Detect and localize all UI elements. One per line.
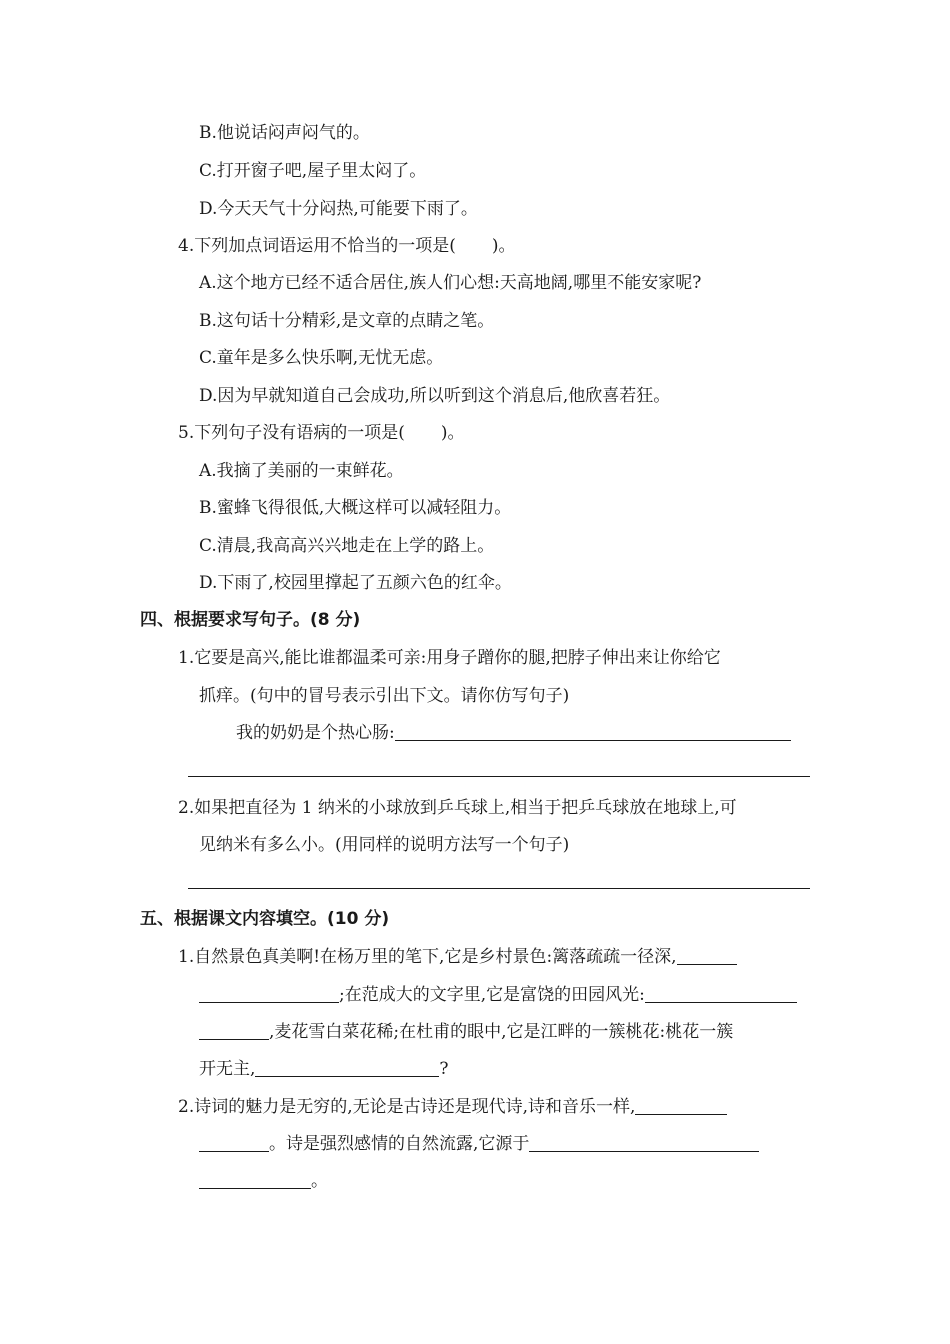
q5-option-c: C.清晨,我高高兴兴地走在上学的路上。 [199,536,495,556]
q4-option-d: D.因为早就知道自己会成功,所以听到这个消息后,他欣喜若狂。 [199,386,671,406]
s5-q1-blank2[interactable] [645,986,797,1003]
q5-stem [178,422,465,444]
s4-q1-line1: 1.它要是高兴,能比谁都温柔可亲:用身子蹭你的腿,把脖子伸出来让你给它 [178,648,721,668]
s5-q2-blank1[interactable] [635,1098,727,1115]
s4-q2-answer-line[interactable] [188,888,810,889]
s5-q1-blank2-cont[interactable] [199,1023,269,1040]
s5-q1-blank1[interactable] [677,948,737,965]
q4-stem-text: 4.下列加点词语运用不恰当的一项是( [178,236,456,256]
q5-option-a: A.我摘了美丽的一束鲜花。 [199,461,404,481]
s5-q1-text2: ;在范成大的文字里,它是富饶的田园风光: [339,985,645,1005]
q3-option-d: D.今天天气十分闷热,可能要下雨了。 [199,199,478,219]
section5-title: 五、根据课文内容填空。(10 分) [140,909,390,929]
q4-stem-end: )。 [491,236,516,256]
s4-q1-answer-row [236,722,791,744]
s5-q2-blank2-cont[interactable] [199,1172,311,1189]
q4-option-a: A.这个地方已经不适合居住,族人们心想:天高地阔,哪里不能安家呢? [199,273,702,293]
s5-q1-line4 [199,1058,449,1080]
s5-q2-line1 [178,1096,727,1118]
s5-q1-text3: ,麦花雪白菜花稀;在杜甫的眼中,它是江畔的一簇桃花:桃花一簇 [269,1022,734,1042]
s5-q1-text4: 开无主, [199,1059,256,1079]
s4-q1-prompt: 我的奶奶是个热心肠: [236,723,395,743]
q4-stem [178,235,516,257]
q5-stem-text: 5.下列句子没有语病的一项是( [178,423,405,443]
s4-q2-line2: 见纳米有多么小。(用同样的说明方法写一个句子) [199,835,570,855]
s5-q2-blank2[interactable] [529,1135,759,1152]
q4-option-c: C.童年是多么快乐啊,无忧无虑。 [199,348,444,368]
q5-option-b: B.蜜蜂飞得很低,大概这样可以减轻阻力。 [199,498,512,518]
s5-q1-text1: 1.自然景色真美啊!在杨万里的笔下,它是乡村景色:篱落疏疏一径深, [178,947,677,967]
s5-q2-text1: 2.诗词的魅力是无穷的,无论是古诗还是现代诗,诗和音乐一样, [178,1097,636,1117]
q3-option-c: C.打开窗子吧,屋子里太闷了。 [199,161,427,181]
s5-q2-line2 [199,1133,759,1155]
s5-q1-line2 [199,984,797,1006]
s5-q2-text2: 。诗是强烈感情的自然流露,它源于 [269,1134,530,1154]
s4-q1-answer-line[interactable] [188,776,810,777]
s5-q2-text3: 。 [311,1171,328,1191]
s5-q1-line3 [199,1021,733,1043]
q5-option-d: D.下雨了,校园里撑起了五颜六色的红伞。 [199,573,512,593]
q5-stem-end: )。 [440,423,465,443]
s5-q2-line3 [199,1170,328,1192]
s5-q2-blank1-cont[interactable] [199,1135,269,1152]
s5-q1-line1 [178,946,737,968]
s5-q1-blank3[interactable] [255,1060,439,1077]
q4-option-b: B.这句话十分精彩,是文章的点睛之笔。 [199,311,495,331]
s4-q2-line1: 2.如果把直径为 1 纳米的小球放到乒乓球上,相当于把乒乓球放在地球上,可 [178,798,737,818]
s5-q1-text5: ? [439,1059,449,1079]
q3-option-b: B.他说话闷声闷气的。 [199,123,370,143]
s4-q1-blank[interactable] [395,724,791,741]
s5-q1-blank1-cont[interactable] [199,986,339,1003]
s4-q1-line2: 抓痒。(句中的冒号表示引出下文。请你仿写句子) [199,686,570,706]
section4-title: 四、根据要求写句子。(8 分) [140,610,361,630]
